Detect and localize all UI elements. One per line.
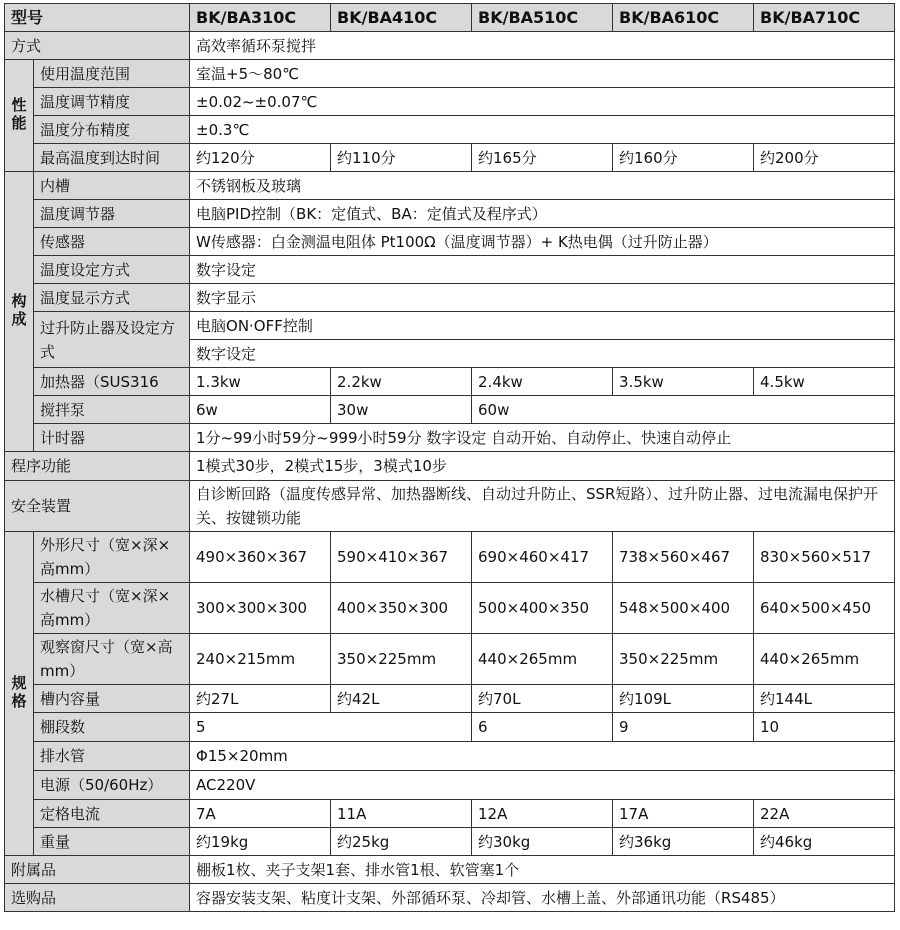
table-row xyxy=(5,200,895,228)
row-label: 观察窗尺寸（宽×高mm） xyxy=(34,634,190,685)
table-row xyxy=(5,634,895,685)
row-value: 电脑PID控制（BK：定值式、BA：定值式及程序式） xyxy=(190,200,895,228)
method-row xyxy=(5,32,895,60)
row-label: 加热器（SUS316 xyxy=(34,368,190,396)
row-label: 外形尺寸（宽×深×高mm） xyxy=(34,532,190,583)
cell: 6 xyxy=(472,713,613,742)
accessories-label: 附属品 xyxy=(5,856,190,884)
row-value: 电脑ON·OFF控制 xyxy=(190,312,895,340)
model-510c: BK/BA510C xyxy=(472,4,613,32)
accessories-row xyxy=(5,856,895,884)
cell: 约46kg xyxy=(754,828,895,856)
cell: 830×560×517 xyxy=(754,532,895,583)
row-label: 过升防止器及设定方式 xyxy=(34,312,190,368)
cell: 300×300×300 xyxy=(190,583,331,634)
row-label: 内槽 xyxy=(34,172,190,200)
table-row xyxy=(5,368,895,396)
specs-group: 规格 xyxy=(5,532,34,856)
row-value: ±0.02~±0.07℃ xyxy=(190,88,895,116)
cell: 1.3kw xyxy=(190,368,331,396)
table-row xyxy=(5,713,895,742)
cell: 约19kg xyxy=(190,828,331,856)
performance-group: 性能 xyxy=(5,60,34,172)
cell: 690×460×417 xyxy=(472,532,613,583)
row-label: 温度设定方式 xyxy=(34,256,190,284)
cell: 约30kg xyxy=(472,828,613,856)
table-row xyxy=(5,60,895,88)
cell: 440×265mm xyxy=(754,634,895,685)
table-row xyxy=(5,742,895,771)
table-row xyxy=(5,685,895,713)
cell: 22A xyxy=(754,800,895,828)
row-value: W传感器：白金测温电阻体 Pt100Ω（温度调节器）+ K热电偶（过升防止器） xyxy=(190,228,895,256)
options-row xyxy=(5,884,895,912)
method-value: 高效率循环泵搅拌 xyxy=(190,32,895,60)
cell: 640×500×450 xyxy=(754,583,895,634)
cell: 11A xyxy=(331,800,472,828)
row-label: 水槽尺寸（宽×深×高mm） xyxy=(34,583,190,634)
cell: 9 xyxy=(613,713,754,742)
row-label: 排水管 xyxy=(34,742,190,771)
cell: 约110分 xyxy=(331,144,472,172)
table-row xyxy=(5,312,895,340)
cell: 490×360×367 xyxy=(190,532,331,583)
row-value: ±0.3℃ xyxy=(190,116,895,144)
header-row xyxy=(5,4,895,32)
row-value: 数字设定 xyxy=(190,256,895,284)
cell: 约144L xyxy=(754,685,895,713)
cell: 350×225mm xyxy=(613,634,754,685)
model-410c: BK/BA410C xyxy=(331,4,472,32)
row-label: 定格电流 xyxy=(34,800,190,828)
table-row xyxy=(5,116,895,144)
method-label: 方式 xyxy=(5,32,190,60)
row-value: AC220V xyxy=(190,771,895,800)
row-value: 不锈钢板及玻璃 xyxy=(190,172,895,200)
table-row xyxy=(5,532,895,583)
cell: 2.4kw xyxy=(472,368,613,396)
row-value: Φ15×20mm xyxy=(190,742,895,771)
row-label: 温度调节精度 xyxy=(34,88,190,116)
table-row xyxy=(5,228,895,256)
cell: 约42L xyxy=(331,685,472,713)
table-row xyxy=(5,828,895,856)
table-row xyxy=(5,583,895,634)
cell: 440×265mm xyxy=(472,634,613,685)
cell: 590×410×367 xyxy=(331,532,472,583)
row-label: 搅拌泵 xyxy=(34,396,190,424)
table-row xyxy=(5,144,895,172)
row-label: 计时器 xyxy=(34,424,190,452)
row-label: 温度分布精度 xyxy=(34,116,190,144)
safety-value: 自诊断回路（温度传感异常、加热器断线、自动过升防止、SSR短路）、过升防止器、过电流漏电保护开关、按键锁功能 xyxy=(190,481,895,532)
model-710c: BK/BA710C xyxy=(754,4,895,32)
program-row xyxy=(5,452,895,481)
table-row xyxy=(5,396,895,424)
cell: 350×225mm xyxy=(331,634,472,685)
spec-table xyxy=(4,3,895,912)
table-row xyxy=(5,284,895,312)
options-label: 选购品 xyxy=(5,884,190,912)
cell: 738×560×467 xyxy=(613,532,754,583)
cell: 约160分 xyxy=(613,144,754,172)
row-label: 温度显示方式 xyxy=(34,284,190,312)
row-label: 传感器 xyxy=(34,228,190,256)
options-value: 容器安装支架、粘度计支架、外部循环泵、冷却管、水槽上盖、外部通讯功能（RS485） xyxy=(190,884,895,912)
cell: 30w xyxy=(331,396,472,424)
cell: 6w xyxy=(190,396,331,424)
row-label: 电源（50/60Hz） xyxy=(34,771,190,800)
cell: 548×500×400 xyxy=(613,583,754,634)
cell: 5 xyxy=(190,713,472,742)
cell: 500×400×350 xyxy=(472,583,613,634)
cell: 400×350×300 xyxy=(331,583,472,634)
row-label: 最高温度到达时间 xyxy=(34,144,190,172)
safety-label: 安全装置 xyxy=(5,481,190,532)
cell: 约109L xyxy=(613,685,754,713)
table-row xyxy=(5,424,895,452)
cell: 3.5kw xyxy=(613,368,754,396)
cell: 约120分 xyxy=(190,144,331,172)
program-label: 程序功能 xyxy=(5,452,190,481)
table-row xyxy=(5,172,895,200)
row-value: 数字显示 xyxy=(190,284,895,312)
cell: 12A xyxy=(472,800,613,828)
accessories-value: 棚板1枚、夹子支架1套、排水管1根、软管塞1个 xyxy=(190,856,895,884)
cell: 7A xyxy=(190,800,331,828)
cell: 约200分 xyxy=(754,144,895,172)
row-label: 使用温度范围 xyxy=(34,60,190,88)
row-label: 槽内容量 xyxy=(34,685,190,713)
cell: 约36kg xyxy=(613,828,754,856)
table-row xyxy=(5,771,895,800)
cell: 10 xyxy=(754,713,895,742)
program-value: 1模式30步，2模式15步，3模式10步 xyxy=(190,452,895,481)
table-row xyxy=(5,256,895,284)
cell: 2.2kw xyxy=(331,368,472,396)
cell: 约27L xyxy=(190,685,331,713)
row-value: 1分~99小时59分~999小时59分 数字设定 自动开始、自动停止、快速自动停止 xyxy=(190,424,895,452)
row-value: 数字设定 xyxy=(190,340,895,368)
row-label: 棚段数 xyxy=(34,713,190,742)
model-310c: BK/BA310C xyxy=(190,4,331,32)
cell: 约165分 xyxy=(472,144,613,172)
row-label: 温度调节器 xyxy=(34,200,190,228)
table-row xyxy=(5,88,895,116)
table-row xyxy=(5,800,895,828)
cell: 约70L xyxy=(472,685,613,713)
row-value: 室温+5～80℃ xyxy=(190,60,895,88)
construction-group: 构成 xyxy=(5,172,34,452)
model-610c: BK/BA610C xyxy=(613,4,754,32)
cell: 17A xyxy=(613,800,754,828)
cell: 约25kg xyxy=(331,828,472,856)
cell: 60w xyxy=(472,396,895,424)
cell: 4.5kw xyxy=(754,368,895,396)
row-label: 重量 xyxy=(34,828,190,856)
safety-row xyxy=(5,481,895,532)
model-header: 型号 xyxy=(5,4,190,32)
cell: 240×215mm xyxy=(190,634,331,685)
